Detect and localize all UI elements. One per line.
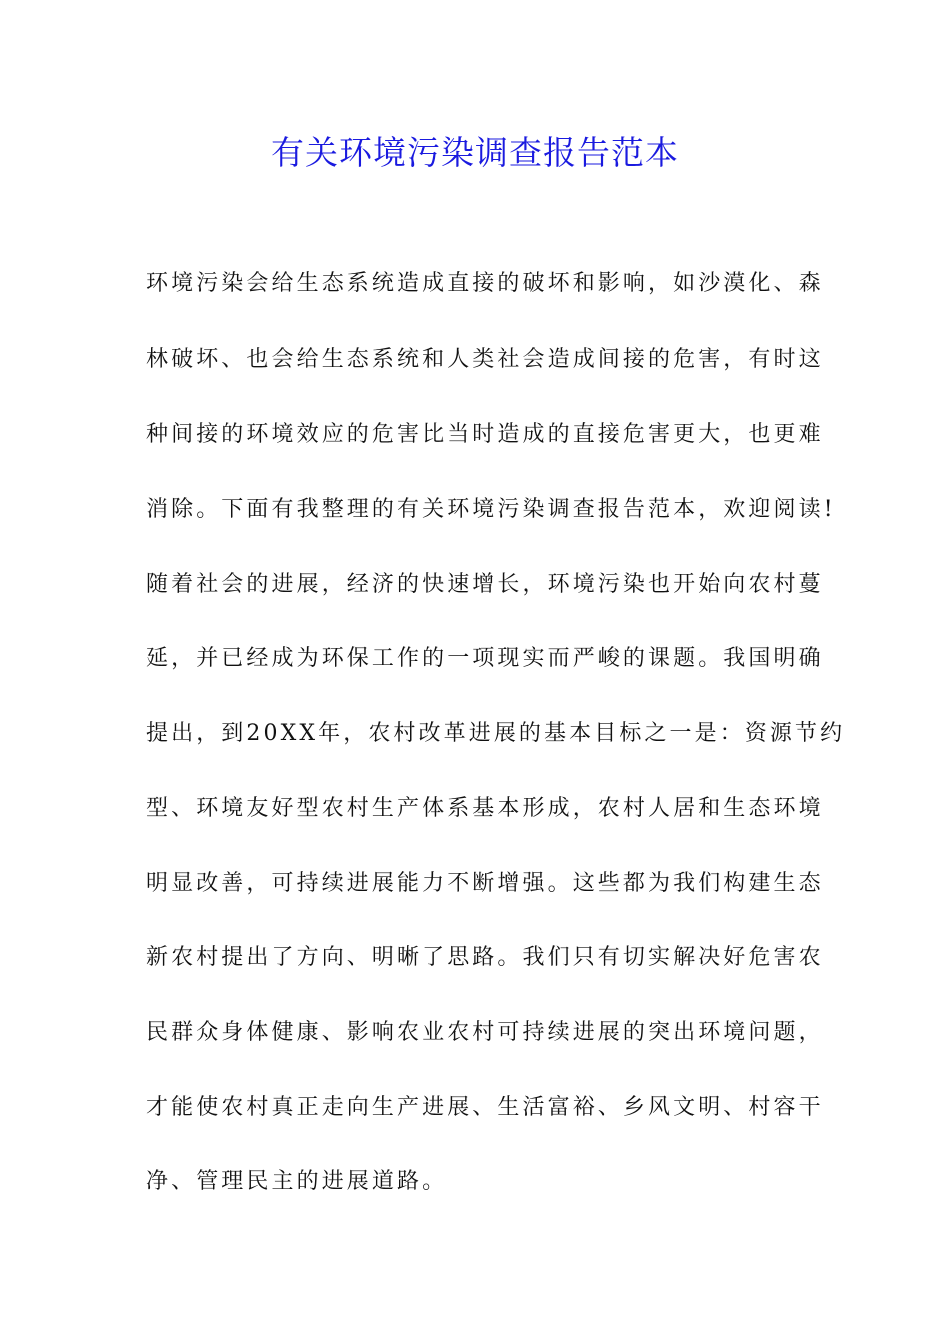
text-line: 随着社会的进展，经济的快速增长，环境污染也开始向农村蔓 [146, 572, 824, 597]
text-line: 环境污染会给生态系统造成直接的破坏和影响，如沙漠化、森 [146, 271, 824, 296]
text-line: 明显改善，可持续进展能力不断增强。这些都为我们构建生态 [146, 871, 824, 896]
text-line: 延，并已经成为环保工作的一项现实而严峻的课题。我国明确 [146, 646, 824, 671]
text-line: 林破坏、也会给生态系统和人类社会造成间接的危害，有时这 [146, 347, 824, 372]
document-title: 有关环境污染调查报告范本 [271, 133, 679, 172]
text-line: 种间接的环境效应的危害比当时造成的直接危害更大，也更难 [146, 422, 824, 447]
text-line: 消除。下面有我整理的有关环境污染调查报告范本，欢迎阅读! [146, 497, 836, 522]
text-line: 民群众身体健康、影响农业农村可持续进展的突出环境问题， [146, 1020, 824, 1045]
text-line: 净、管理民主的进展道路。 [146, 1169, 448, 1194]
text-line: 提出，到20XX年，农村改革进展的基本目标之一是：资源节约 [146, 721, 846, 746]
text-line: 才能使农村真正走向生产进展、生活富裕、乡风文明、村容干 [146, 1095, 824, 1120]
text-line: 新农村提出了方向、明晰了思路。我们只有切实解决好危害农 [146, 945, 824, 970]
text-line: 型、环境友好型农村生产体系基本形成，农村人居和生态环境 [146, 796, 824, 821]
